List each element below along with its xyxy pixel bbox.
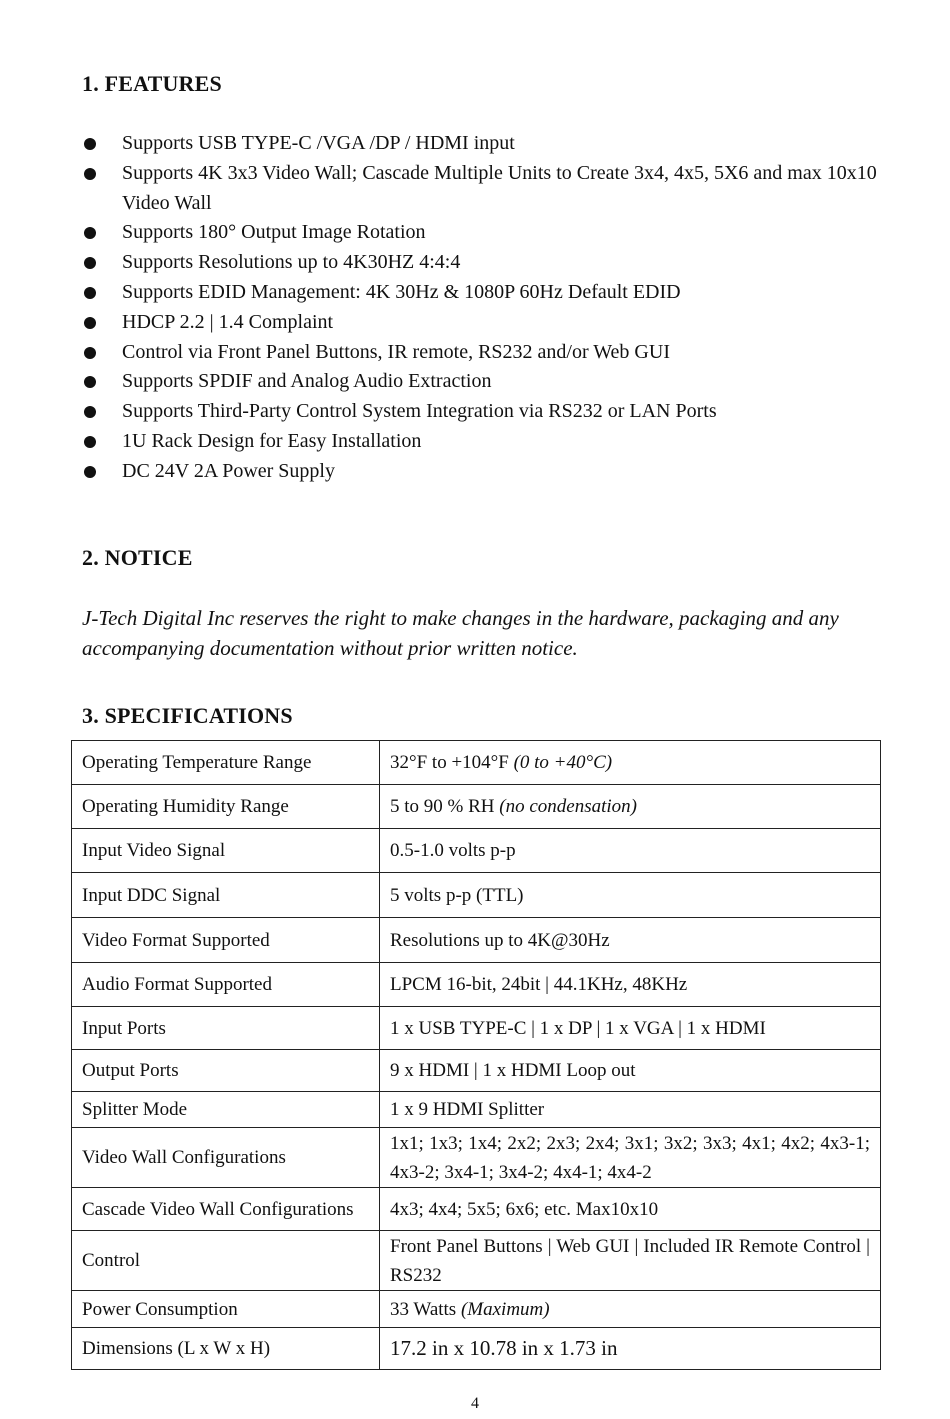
bullet-icon	[84, 227, 96, 239]
spec-label: Operating Humidity Range	[72, 785, 380, 829]
feature-text: Supports SPDIF and Analog Audio Extraction	[122, 370, 492, 393]
spec-value-text: Resolutions up to 4K@30Hz	[390, 929, 610, 951]
bullet-icon	[84, 436, 96, 448]
spec-value-note: (0 to +40°C)	[513, 752, 613, 773]
feature-item	[82, 248, 882, 278]
spec-label: Audio Format Supported	[72, 963, 380, 1007]
table-row	[72, 1128, 881, 1188]
spec-label: Splitter Mode	[72, 1092, 380, 1128]
spec-value-text: 1x1; 1x3; 1x4; 2x2; 2x3; 2x4; 3x1; 3x2; 3x3; 4x1; 4x2; 4x3-1; 4x3-2; 3x4-1; 3x4-2; 4x4-1; 4x4-2	[390, 1132, 870, 1183]
bullet-icon	[84, 138, 96, 150]
feature-text: HDCP 2.2 | 1.4 Complaint	[122, 310, 334, 333]
spec-label: Input Ports	[72, 1007, 380, 1050]
table-row	[72, 873, 881, 918]
feature-text: Supports EDID Management: 4K 30Hz & 1080P 60Hz Default EDID	[122, 280, 681, 303]
spec-label: Video Format Supported	[72, 918, 380, 963]
bullet-icon	[84, 257, 96, 269]
spec-value	[380, 1231, 881, 1291]
page-number: 4	[471, 1395, 479, 1412]
feature-item	[82, 278, 882, 308]
table-row	[72, 1291, 881, 1328]
bullet-icon	[84, 466, 96, 478]
specifications-heading: 3. SPECIFICATIONS	[82, 703, 293, 728]
spec-value-text: LPCM 16-bit, 24bit | 44.1KHz, 48KHz	[390, 974, 688, 995]
features-list	[82, 129, 882, 487]
spec-label: Power Consumption	[72, 1291, 380, 1328]
spec-value-text: 1 x USB TYPE-C | 1 x DP | 1 x VGA | 1 x HDMI	[390, 1017, 766, 1039]
feature-item	[82, 218, 882, 248]
spec-label: Cascade Video Wall Configurations	[72, 1188, 380, 1231]
spec-label: Operating Temperature Range	[72, 741, 380, 785]
feature-text: Supports 180° Output Image Rotation	[122, 221, 426, 244]
spec-value	[380, 1050, 881, 1092]
feature-text: DC 24V 2A Power Supply	[122, 459, 335, 482]
spec-value-text: 5 to 90 % RH	[390, 796, 500, 817]
feature-text: Supports Third-Party Control System Integration via RS232 or LAN Ports	[122, 400, 717, 423]
bullet-icon	[84, 347, 96, 359]
spec-value	[380, 1188, 881, 1231]
bullet-icon	[84, 317, 96, 329]
spec-label: Input DDC Signal	[72, 873, 380, 918]
feature-item	[82, 159, 882, 219]
table-row	[72, 1092, 881, 1128]
spec-label: Video Wall Configurations	[72, 1128, 380, 1188]
feature-item	[82, 129, 882, 159]
bullet-icon	[84, 287, 96, 299]
notice-heading: 2. NOTICE	[82, 545, 193, 570]
spec-label: Dimensions (L x W x H)	[72, 1328, 380, 1370]
specifications-table	[71, 740, 881, 1370]
spec-value-text: 5 volts p-p (TTL)	[390, 884, 524, 906]
feature-item	[82, 397, 882, 427]
features-heading: 1. FEATURES	[82, 71, 222, 96]
notice-text: J-Tech Digital Inc reserves the right to make changes in the hardware, packaging and any accompanying documentation without prior written notice.	[82, 606, 839, 660]
spec-value	[380, 918, 881, 963]
spec-value-text: 9 x HDMI | 1 x HDMI Loop out	[390, 1060, 636, 1081]
feature-text: Supports USB TYPE-C /VGA /DP / HDMI input	[122, 132, 515, 154]
spec-value	[380, 785, 881, 829]
spec-value-text: 17.2 in x 10.78 in x 1.73 in	[390, 1336, 618, 1360]
spec-value-text: 0.5-1.0 volts p-p	[390, 840, 516, 861]
spec-value	[380, 1007, 881, 1050]
feature-item	[82, 308, 882, 338]
table-row	[72, 1188, 881, 1231]
feature-text: Supports 4K 3x3 Video Wall; Cascade Multiple Units to Create 3x4, 4x5, 5X6 and max 10x10 Video Wall	[122, 161, 877, 214]
spec-value-note: (no condensation)	[499, 796, 637, 817]
feature-item	[82, 338, 882, 368]
table-row	[72, 1328, 881, 1370]
feature-text: 1U Rack Design for Easy Installation	[122, 429, 422, 452]
bullet-icon	[84, 406, 96, 418]
spec-value-text: Front Panel Buttons | Web GUI | Included IR Remote Control | RS232	[390, 1235, 870, 1286]
table-row	[72, 918, 881, 963]
spec-value	[380, 873, 881, 918]
spec-value	[380, 741, 881, 785]
feature-item	[82, 427, 882, 457]
feature-text: Control via Front Panel Buttons, IR remote, RS232 and/or Web GUI	[122, 340, 670, 363]
feature-item	[82, 457, 882, 487]
spec-value	[380, 1328, 881, 1370]
spec-value-text: 1 x 9 HDMI Splitter	[390, 1099, 545, 1120]
table-row	[72, 741, 881, 785]
spec-value	[380, 1092, 881, 1128]
spec-value-text: 4x3; 4x4; 5x5; 6x6; etc. Max10x10	[390, 1198, 659, 1220]
spec-value	[380, 1128, 881, 1188]
spec-value	[380, 829, 881, 873]
spec-label: Control	[72, 1231, 380, 1291]
table-row	[72, 1050, 881, 1092]
bullet-icon	[84, 168, 96, 180]
feature-item	[82, 367, 882, 397]
table-row	[72, 1007, 881, 1050]
bullet-icon	[84, 376, 96, 388]
table-row	[72, 785, 881, 829]
spec-label: Input Video Signal	[72, 829, 380, 873]
table-row	[72, 829, 881, 873]
table-row	[72, 963, 881, 1007]
spec-value-note: (Maximum)	[460, 1298, 550, 1320]
spec-value-text: 33 Watts	[390, 1298, 461, 1320]
spec-label: Output Ports	[72, 1050, 380, 1092]
feature-text: Supports Resolutions up to 4K30HZ 4:4:4	[122, 251, 461, 274]
spec-value	[380, 1291, 881, 1328]
spec-value	[380, 963, 881, 1007]
spec-value-text: 32°F to +104°F	[390, 752, 514, 773]
table-row	[72, 1231, 881, 1291]
